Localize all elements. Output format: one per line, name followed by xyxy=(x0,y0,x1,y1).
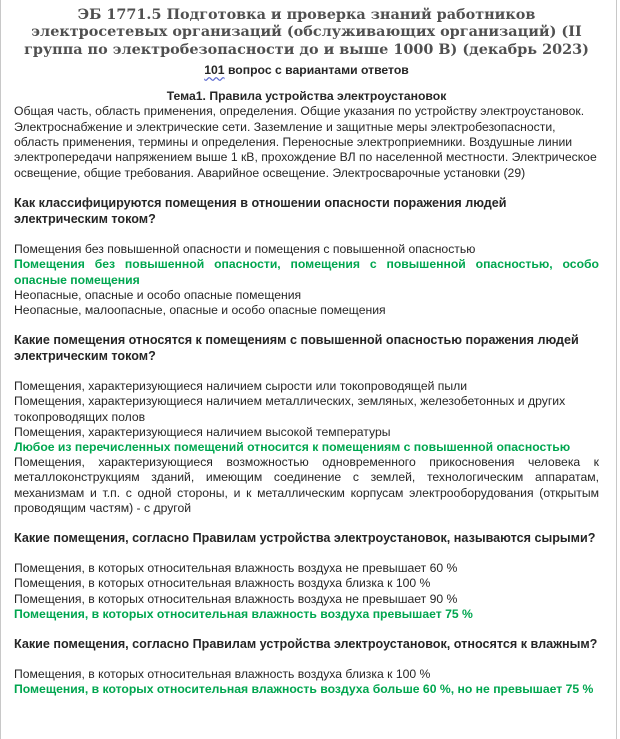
question-block xyxy=(14,636,599,697)
question-text: Как классифицируются помещения в отношении опасности поражения людей электрическим током? xyxy=(14,196,507,227)
answer-option-correct: Помещения, в которых относительная влажность воздуха больше 60 %, но не превышает 75 % xyxy=(14,682,594,697)
subtitle-text: вопрос с вариантами ответов xyxy=(224,63,409,78)
answer-option: Помещения, характеризующиеся наличием металлических, земляных, железобетонных и других токопроводящих полов xyxy=(14,394,566,424)
topic-title: Тема1. Правила устройства электроустановок xyxy=(166,89,447,104)
topic-description: Общая часть, область применения, определения. Общие указания по устройству электроустановок. Электроснабжение и электрические сети. Заземление и защитные меры электробезопасности, область применения, термины и определения. Переносные электроприемники. Воздушные линии электропередачи напряжением выше 1 кВ, прохождение ВЛ по населенной местности. Электрическое освещение, общие требования. Аварийное освещение. Электросварочные установки (29) xyxy=(14,104,597,180)
question-text: Какие помещения, согласно Правилам устройства электроустановок, называются сырыми? xyxy=(14,531,596,546)
question-block xyxy=(14,530,599,622)
question-block xyxy=(14,195,599,318)
answer-list xyxy=(14,667,599,697)
answer-option-correct: Помещения без повышенной опасности, помещения с повышенной опасностью, особо опасные помещения xyxy=(14,257,599,287)
answer-option: Помещения без повышенной опасности и помещения с повышенной опасностью xyxy=(14,242,476,257)
answer-option: Помещения, в которых относительная влажность воздуха близка к 100 % xyxy=(14,576,431,591)
answer-option: Неопасные, малоопасные, опасные и особо опасные помещения xyxy=(14,303,386,318)
answer-option: Помещения, характеризующиеся наличием высокой температуры xyxy=(14,424,391,439)
answer-option-correct: Помещения, в которых относительная влажность воздуха превышает 75 % xyxy=(14,606,473,621)
question-block xyxy=(14,332,599,516)
answer-option: Помещения, в которых относительная влажность воздуха близка к 100 % xyxy=(14,666,431,681)
answer-list xyxy=(14,561,599,622)
question-count: 101 xyxy=(204,63,225,78)
answer-option: Помещения, в которых относительная влажность воздуха не превышает 60 % xyxy=(14,561,458,576)
answer-option: Неопасные, опасные и особо опасные помещения xyxy=(14,287,302,302)
answer-option: Помещения, характеризующиеся возможностью одновременного прикосновения человека к металлоконструкциям зданий, имеющим соединение с землей, технологическим аппаратам, механизмам и т.п. с одной стороны, и к металлическим корпусам электрооборудования (открытым проводящим частям) - с другой xyxy=(14,455,599,515)
question-text: Какие помещения относятся к помещениям с повышенной опасностью поражения людей электрическим током? xyxy=(14,333,579,364)
question-text: Какие помещения, согласно Правилам устройства электроустановок, относятся к влажным? xyxy=(14,636,598,651)
answer-option-correct: Любое из перечисленных помещений относится к помещениям с повышенной опасностью xyxy=(14,440,571,455)
document-title: ЭБ 1771.5 Подготовка и проверка знаний работников электросетевых организаций (обслуживающих организаций) (II группа по электробезопасности до и выше 1000 В) (декабрь 2023) xyxy=(24,6,589,58)
answer-list xyxy=(14,379,599,516)
document-page xyxy=(14,6,599,697)
document-subtitle xyxy=(14,63,599,78)
answer-option: Помещения, характеризующиеся наличием сырости или токопроводящей пыли xyxy=(14,379,468,394)
answer-list xyxy=(14,242,599,318)
answer-option: Помещения, в которых относительная влажность воздуха не превышает 90 % xyxy=(14,591,458,606)
